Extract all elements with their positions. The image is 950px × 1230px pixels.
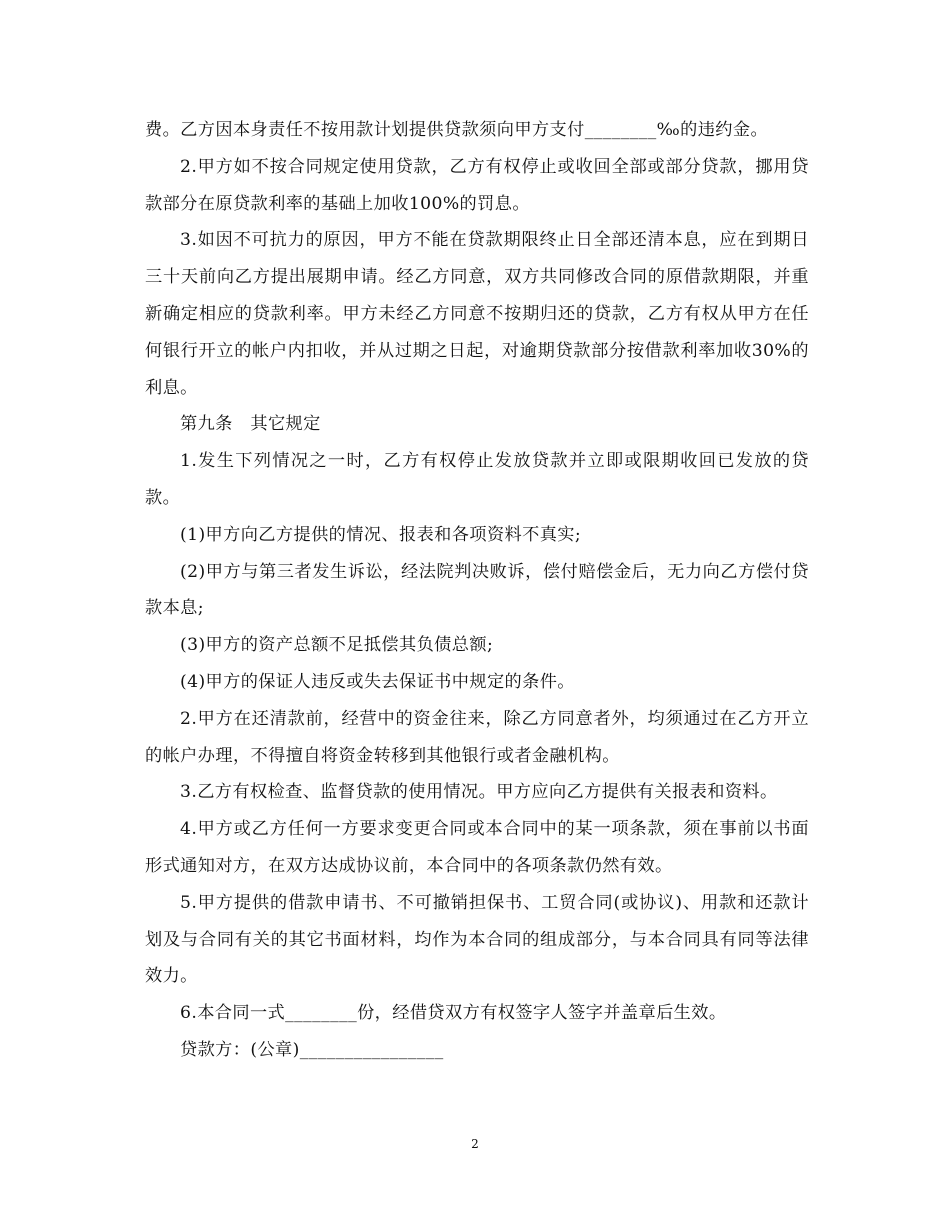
paragraph-clause-3-force-majeure: 3.如因不可抗力的原因，甲方不能在贷款期限终止日全部还清本息，应在到期日三十天前向乙方提出展期申请。经乙方同意，双方共同修改合同的原借款期限，并重新确定相应的贷款利率。甲方未经乙方同意不按期归还的贷款，乙方有权从甲方在任何银行开立的帐户内扣收，并从过期之日起，对逾期贷款部分按借款利率加收30%的利息。 — [145, 230, 809, 398]
sub-item-2: (2)甲方与第三者发生诉讼，经法院判决败诉，偿付赔偿金后，无力向乙方偿付贷款本息; — [145, 561, 809, 619]
paragraph-article-9-item-6: 6.本合同一式________份，经借贷双方有权签字人签字并盖章后生效。 — [180, 1003, 727, 1024]
paragraph-article-9-item-5: 5.甲方提供的借款申请书、不可撤销担保书、工贸合同(或协议)、用款和还款计划及与合同有关的其它书面材料，均作为本合同的组成部分，与本合同具有同等法律效力。 — [145, 892, 809, 987]
paragraph-article-9-item-1: 1.发生下列情况之一时，乙方有权停止发放贷款并立即或限期收回已发放的贷款。 — [145, 451, 809, 508]
paragraph-article-9-item-4: 4.甲方或乙方任何一方要求变更合同或本合同中的某一项条款，须在事前以书面形式通知对方，在双方达成协议前，本合同中的各项条款仍然有效。 — [145, 819, 809, 876]
sub-item-1: (1)甲方向乙方提供的情况、报表和各项资料不真实; — [180, 524, 582, 545]
paragraph-article-9-item-2: 2.甲方在还清款前，经营中的资金往来，除乙方同意者外，均须通过在乙方开立的帐户办理，不得擅自将资金转移到其他银行或者金融机构。 — [145, 708, 809, 766]
paragraph-clause-2-misuse: 2.甲方如不按合同规定使用贷款，乙方有权停止或收回全部或部分贷款，挪用贷款部分在原贷款利率的基础上加收100%的罚息。 — [145, 156, 809, 214]
sub-item-4: (4)甲方的保证人违反或失去保证书中规定的条件。 — [180, 671, 575, 692]
paragraph-penalty-continuation: 费。乙方因本身责任不按用款计划提供贷款须向甲方支付________‰的违约金。 — [145, 120, 769, 140]
paragraph-article-9-item-3: 3.乙方有权检查、监督贷款的使用情况。甲方应向乙方提供有关报表和资料。 — [180, 782, 778, 803]
signature-line-lender: 贷款方：(公章)________________ — [180, 1039, 444, 1060]
section-heading-article-9: 第九条 其它规定 — [180, 414, 321, 435]
sub-item-3: (3)甲方的资产总额不足抵偿其负债总额; — [180, 635, 494, 656]
page-number: 2 — [471, 1137, 479, 1151]
document-body — [145, 112, 809, 1069]
